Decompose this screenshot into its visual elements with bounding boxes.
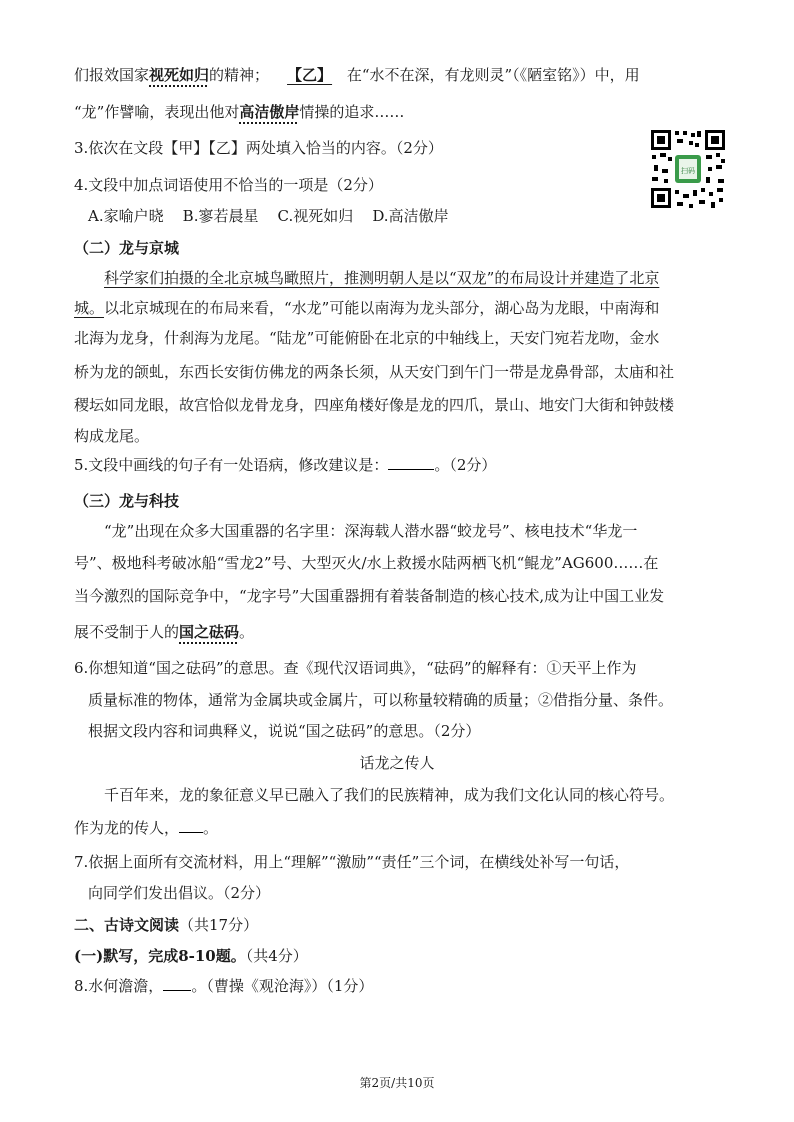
section-heading-2: （二）龙与京城 bbox=[74, 239, 180, 257]
dotted-word: 视死如归 bbox=[149, 66, 210, 84]
text-line: 们报效国家视死如归的精神； 【乙】 在“水不在深，有龙则灵”（《陋室铭》）中，用 bbox=[74, 66, 640, 84]
blank-label: 【乙】 bbox=[287, 66, 333, 84]
paragraph-line: 科学家们拍摄的全北京城鸟瞰照片，推测明朝人是以“双龙”的布局设计并建造了北京 bbox=[104, 269, 660, 287]
text-line: “龙”作譬喻，表现出他对高洁傲岸情操的追求…… bbox=[74, 103, 405, 121]
answer-blank bbox=[163, 976, 191, 991]
qr-logo-text: 扫码 bbox=[681, 167, 695, 175]
section-heading-part2: 二、古诗文阅读（共17分） bbox=[74, 916, 259, 934]
section-heading-3: （三）龙与科技 bbox=[74, 492, 180, 510]
paragraph-line: 城。以北京城现在的布局来看，“水龙”可能以南海为龙头部分，湖心岛为龙眼，中南海和 bbox=[74, 299, 660, 317]
question-3: 3.依次在文段【甲】【乙】两处填入恰当的内容。（2分） bbox=[74, 139, 443, 157]
paragraph-line: 作为龙的传人， 。 bbox=[74, 819, 219, 837]
paragraph-line: 北海为龙身，什刹海为龙尾。“陆龙”可能俯卧在北京的中轴线上，天安门宛若龙吻，金水 bbox=[74, 329, 660, 347]
question-5: 5.文段中画线的句子有一处语病，修改建议是： 。（2分） bbox=[74, 456, 497, 474]
dotted-word: 国之砝码 bbox=[179, 623, 240, 641]
paragraph-line: 构成龙尾。 bbox=[74, 427, 150, 445]
subsection-heading: (一)默写，完成8-10题。（共4分） bbox=[74, 947, 308, 965]
question-6-line: 质量标准的物体，通常为金属块或金属片，可以称量较精确的质量；②借指分量、条件。 bbox=[88, 691, 674, 709]
question-7-line: 7.依据上面所有交流材料，用上“理解”“激励”“责任”三个词，在横线处补写一句话， bbox=[74, 853, 630, 871]
subtitle: 话龙之传人 bbox=[359, 754, 435, 772]
paragraph-line: 当今激烈的国际竞争中，“龙字号”大国重器拥有着装备制造的核心技术,成为让中国工业发 bbox=[74, 587, 665, 605]
paragraph-line: 稷坛如同龙眼，故宫恰似龙骨龙身，四座角楼好像是龙的四爪，景山、地安门大街和钟鼓楼 bbox=[74, 396, 675, 414]
paragraph-line: “龙”出现在众多大国重器的名字里：深海载人潜水器“蛟龙号”、核电技术“华龙一 bbox=[104, 522, 638, 540]
paragraph-line: 展不受制于人的国之砝码。 bbox=[74, 623, 255, 641]
question-8: 8.水何澹澹， 。（曹操《观沧海》）（1分） bbox=[74, 977, 374, 995]
page-number: 第2页/共10页 bbox=[359, 1076, 435, 1090]
paragraph-line: 号”、极地科考破冰船“雪龙2”号、大型灭火/水上救援水陆两栖飞机“鲲龙”AG600……在 bbox=[74, 554, 659, 572]
question-6-line: 根据文段内容和词典释义，说说“国之砝码”的意思。（2分） bbox=[88, 722, 481, 740]
dotted-word: 高洁傲岸 bbox=[239, 103, 300, 121]
answer-blank bbox=[179, 818, 203, 833]
question-4-options: A.家喻户晓 B.寥若晨星 C.视死如归 D.高洁傲岸 bbox=[88, 207, 449, 225]
paragraph-line: 千百年来，龙的象征意义早已融入了我们的民族精神，成为我们文化认同的核心符号。 bbox=[104, 786, 675, 804]
question-7-line: 向同学们发出倡议。（2分） bbox=[88, 884, 271, 902]
qr-code bbox=[650, 128, 726, 210]
paragraph-line: 桥为龙的颌虬，东西长安街仿佛龙的两条长须，从天安门到午门一带是龙鼻骨部，太庙和社 bbox=[74, 363, 675, 381]
question-6-line: 6.你想知道“国之砝码”的意思。查《现代汉语词典》，“砝码”的解释有：①天平上作为 bbox=[74, 659, 637, 677]
question-4: 4.文段中加点词语使用不恰当的一项是（2分） bbox=[74, 176, 383, 194]
answer-blank bbox=[388, 455, 434, 470]
